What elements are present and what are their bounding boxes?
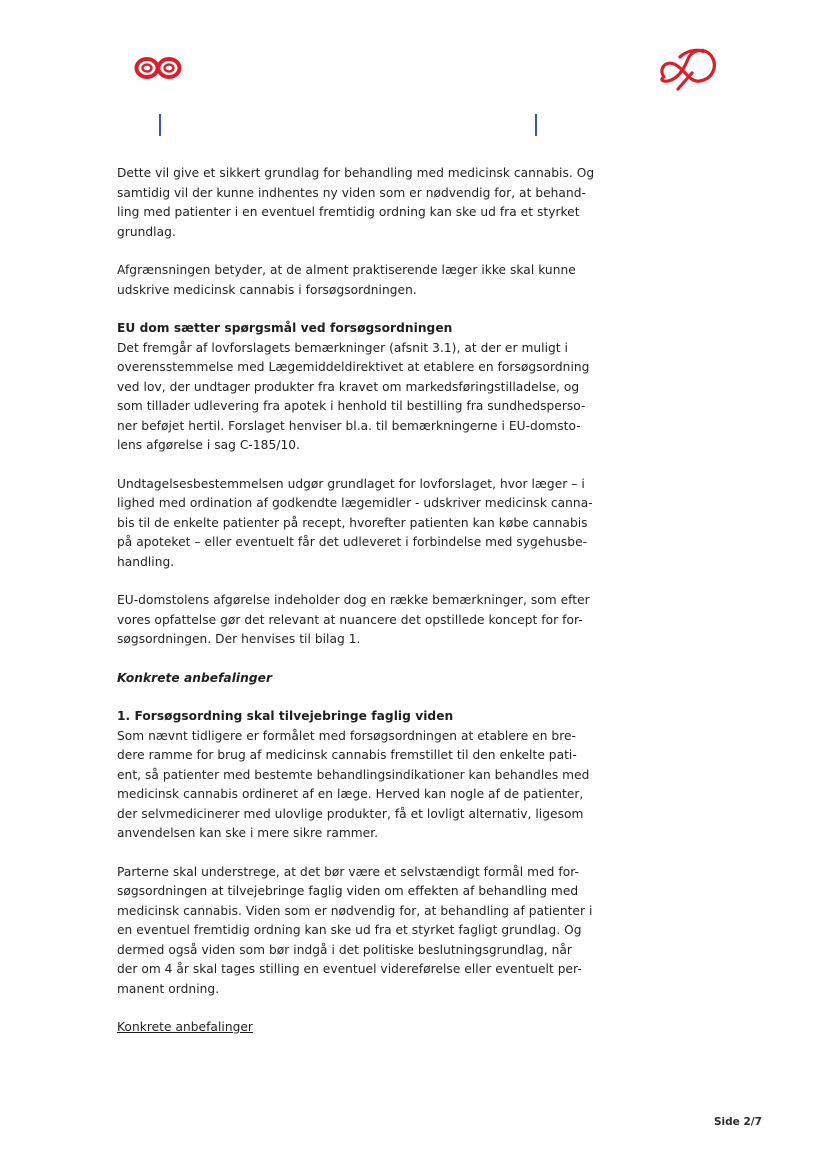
subsection-1 — [117, 707, 617, 844]
document-body — [117, 164, 617, 1038]
text-line: dere ramme for brug af medicinsk cannabis fremstillet til den enkelte pati- — [117, 748, 577, 762]
text-line: på apoteket – eller eventuelt får det udleveret i forbindelse med sygehusbe- — [117, 535, 588, 549]
text-line: en eventuel fremtidig ordning kan ske ud fra et styrket fagligt grundlag. Og — [117, 923, 582, 937]
text-line: Som nævnt tidligere er formålet med forsøgsordningen at etablere en bre- — [117, 728, 577, 743]
text-line: Dette vil give et sikkert grundlag for behandling med medicinsk cannabis. Og — [117, 166, 595, 180]
paragraph-1 — [117, 164, 617, 242]
subsection-heading-1: 1. Forsøgsordning skal tilvejebringe faglig viden — [117, 709, 454, 723]
text-line: ling med patienter i en eventuel fremtidig ordning kan ske ud fra et styrket — [117, 205, 580, 219]
text-line: søgsordningen at tilvejebringe faglig viden om effekten af behandling med — [117, 884, 579, 898]
text-line: bis til de enkelte patienter på recept, hvorefter patienten kan købe cannabis — [117, 515, 588, 530]
text-line: EU-domstolens afgørelse indeholder dog en række bemærkninger, som efter — [117, 593, 590, 607]
text-line: vores opfattelse gør det relevant at nuancere det opstillede koncept for for- — [117, 612, 583, 627]
text-line: handling. — [117, 554, 175, 569]
text-line: dermed også viden som bør indgå i det politiske beslutningsgrundlag, når — [117, 942, 572, 957]
text-line: overensstemmelse med Lægemiddeldirektivet at etablere en forsøgsordning — [117, 360, 590, 374]
text-line: ent, så patienter med bestemte behandlingsindikationer kan behandles med — [117, 767, 590, 782]
paragraph-5 — [117, 591, 617, 650]
underlined-heading: Konkrete anbefalinger — [117, 1020, 253, 1034]
text-line: samtidig vil der kunne indhentes ny viden som er nødvendig for, at behand- — [117, 185, 586, 200]
section-eu — [117, 319, 617, 456]
page-number: Side 2/7 — [714, 1116, 762, 1128]
text-line: Afgrænsningen betyder, at de alment praktiserende læger ikke skal kunne — [117, 263, 576, 277]
text-line: udskrive medicinsk cannabis i forsøgsordningen. — [117, 282, 417, 297]
text-line: lens afgørelse i sag C-185/10. — [117, 438, 300, 452]
text-line: medicinsk cannabis ordineret af en læge. Herved kan nogle af de patienter, — [117, 787, 584, 801]
paragraph-2 — [117, 261, 617, 300]
infinity-logo-icon — [133, 55, 183, 81]
text-line: Parterne skal understrege, at det bør være et selvstændigt formål med for- — [117, 864, 579, 879]
text-line: manent ordning. — [117, 981, 220, 996]
header-divider-right — [535, 114, 537, 136]
paragraph-7 — [117, 863, 617, 1000]
text-line: medicinsk cannabis. Viden som er nødvendig for, at behandling af patienter i — [117, 903, 593, 918]
text-line: der selvmedicinerer med ulovlige produkter, få et lovligt alternativ, ligesom — [117, 806, 584, 821]
section-heading-eu: EU dom sætter spørgsmål ved forsøgsordningen — [117, 321, 453, 335]
text-line: der om 4 år skal tages stilling en eventuel videreførelse eller eventuelt per- — [117, 962, 582, 976]
header-divider-left — [159, 114, 161, 136]
text-line: Undtagelsesbestemmelsen udgør grundlaget for lovforslaget, hvor læger – i — [117, 476, 585, 491]
text-line: grundlag. — [117, 224, 176, 239]
text-line: søgsordningen. Der henvises til bilag 1. — [117, 632, 361, 646]
text-line: ner beføjet hertil. Forslaget henviser bl.a. til bemærkningerne i EU-domsto- — [117, 418, 581, 433]
text-line: lighed med ordination af godkendte lægemidler - udskriver medicinsk canna- — [117, 496, 593, 510]
section-heading-recommendations: Konkrete anbefalinger — [117, 670, 273, 685]
paragraph-4 — [117, 475, 617, 573]
serpent-staff-logo-icon — [656, 43, 720, 93]
text-line: anvendelsen kan ske i mere sikre rammer. — [117, 826, 379, 840]
text-line: ved lov, der undtager produkter fra kravet om markedsføringstilladelse, og — [117, 379, 580, 394]
text-line: Det fremgår af lovforslagets bemærkninger (afsnit 3.1), at der er muligt i — [117, 340, 568, 355]
text-line: som tillader udlevering fra apotek i henhold til bestilling fra sundhedsperso- — [117, 399, 586, 413]
